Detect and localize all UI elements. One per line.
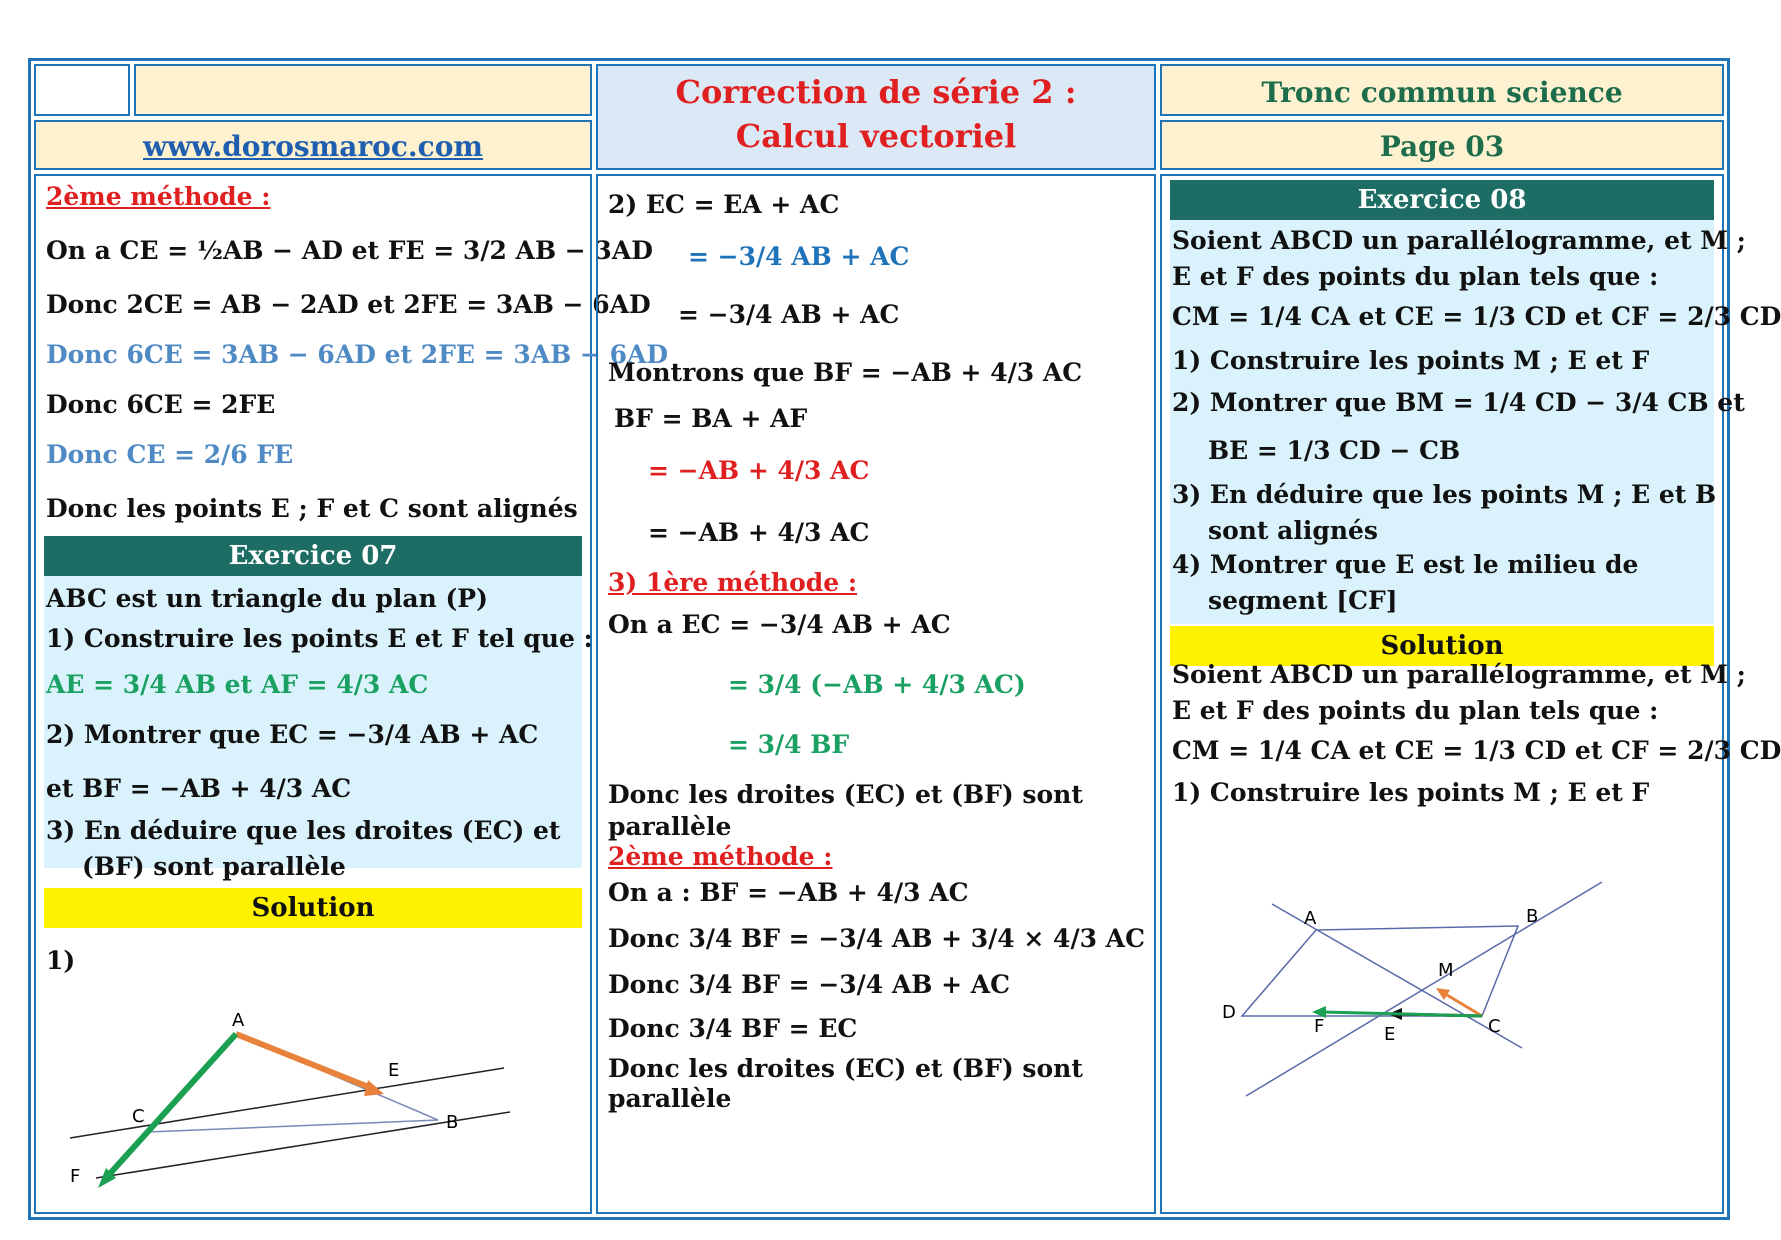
col2-line-12: Donc les droites (EC) et (BF) sont — [608, 780, 1083, 809]
ex08-line-9: 4) Montrer que E est le milieu de — [1172, 550, 1639, 579]
col2-line-4: Montrons que BF = −AB + 4/3 AC — [608, 358, 1083, 387]
title-line-2: Calcul vectoriel — [735, 117, 1017, 155]
solution-band-07: Solution — [44, 888, 582, 928]
col2-line-16: Donc 3/4 BF = −3/4 AB + 3/4 × 4/3 AC — [608, 924, 1145, 953]
method-heading: 2ème méthode : — [46, 182, 271, 211]
col1-line-1: On a CE = ½AB − AD et FE = 3/2 AB − 3AD — [46, 236, 653, 265]
para-D-label: D — [1222, 1002, 1236, 1023]
title-line-1: Correction de série 2 : — [675, 73, 1077, 111]
header-level-box — [1160, 64, 1724, 116]
ex07-line-5: et BF = −AB + 4/3 AC — [46, 774, 352, 803]
ex08-line-5: 2) Montrer que BM = 1/4 CD − 3/4 CB et — [1172, 388, 1745, 417]
site-link[interactable]: www.dorosmaroc.com — [142, 130, 484, 163]
header-title-box — [596, 64, 1156, 170]
sol08-line-2: E et F des points du plan tels que : — [1172, 696, 1659, 725]
ex07-line-6: 3) En déduire que les droites (EC) et — [46, 816, 561, 845]
para-M-label: M — [1438, 960, 1454, 981]
header-page-box — [1160, 120, 1724, 170]
col2-line-2: = −3/4 AB + AC — [688, 242, 910, 271]
col2-line-6: = −AB + 4/3 AC — [648, 456, 870, 485]
ex08-line-10: segment [CF] — [1208, 586, 1398, 615]
col1-line-4: Donc 6CE = 2FE — [46, 390, 276, 419]
sol08-line-4: 1) Construire les points M ; E et F — [1172, 778, 1650, 807]
para-A-label: A — [1304, 908, 1317, 929]
col2-line-19: Donc les droites (EC) et (BF) sont — [608, 1054, 1083, 1083]
col2-line-13: parallèle — [608, 812, 732, 841]
ex07-line-7: (BF) sont parallèle — [82, 852, 346, 881]
ex08-line-8: sont alignés — [1208, 516, 1379, 545]
col2-line-10: = 3/4 (−AB + 4/3 AC) — [728, 670, 1026, 699]
point-F-label: F — [70, 1166, 81, 1187]
column-3 — [1160, 174, 1781, 1214]
col1-line-5: Donc CE = 2/6 FE — [46, 440, 294, 469]
ex08-line-7: 3) En déduire que les points M ; E et B — [1172, 480, 1717, 509]
col2-line-5: BF = BA + AF — [614, 404, 808, 433]
col1-line-6: Donc les points E ; F et C sont alignés — [46, 494, 578, 523]
col1-line-2: Donc 2CE = AB − 2AD et 2FE = 3AB − 6AD — [46, 290, 651, 319]
point-A-label: A — [232, 1010, 245, 1031]
col1-line-3: Donc 6CE = 3AB − 6AD et 2FE = 3AB − 6AD — [46, 340, 669, 369]
exercise-07-title: Exercice 07 — [44, 536, 582, 576]
col2-line-11: = 3/4 BF — [728, 730, 850, 759]
col2-line-8: 3) 1ère méthode : — [608, 568, 858, 597]
para-B-label: B — [1526, 906, 1539, 927]
ex08-line-2: E et F des points du plan tels que : — [1172, 262, 1659, 291]
col2-line-14: 2ème méthode : — [608, 842, 833, 871]
col2-line-17: Donc 3/4 BF = −3/4 AB + AC — [608, 970, 1011, 999]
header-blank-box — [34, 64, 130, 116]
ex07-line-2: 1) Construire les points E et F tel que : — [46, 624, 593, 653]
ex08-line-3: CM = 1/4 CA et CE = 1/3 CD et CF = 2/3 CD — [1172, 302, 1781, 331]
ex08-line-1: Soient ABCD un parallélogramme, et M ; — [1172, 226, 1746, 255]
header-cream-box — [134, 64, 592, 116]
column-2 — [596, 174, 1156, 1214]
parallelogram-figure — [1162, 816, 1722, 1106]
para-F-label: F — [1314, 1016, 1325, 1037]
solution-band-08: Solution — [1170, 626, 1714, 666]
ex07-line-3: AE = 3/4 AB et AF = 4/3 AC — [46, 670, 429, 699]
col2-line-9: On a EC = −3/4 AB + AC — [608, 610, 951, 639]
col2-line-7: = −AB + 4/3 AC — [648, 518, 870, 547]
page-title — [598, 70, 1154, 158]
point-E-label: E — [388, 1060, 400, 1081]
triangle-figure — [36, 956, 590, 1216]
col2-line-18: Donc 3/4 BF = EC — [608, 1014, 858, 1043]
sol08-line-3: CM = 1/4 CA et CE = 1/3 CD et CF = 2/3 CD — [1172, 736, 1781, 765]
column-1 — [34, 174, 669, 1214]
col2-line-1: 2) EC = EA + AC — [608, 190, 840, 219]
point-C-label: C — [132, 1106, 145, 1127]
col2-line-3: = −3/4 AB + AC — [678, 300, 900, 329]
page-number: Page 03 — [1379, 130, 1505, 163]
header-site-box — [34, 120, 592, 170]
para-E-label: E — [1384, 1024, 1396, 1045]
ex07-line-4: 2) Montrer que EC = −3/4 AB + AC — [46, 720, 539, 749]
col2-line-20: parallèle — [608, 1084, 732, 1113]
col2-line-15: On a : BF = −AB + 4/3 AC — [608, 878, 969, 907]
sol08-line-1: Soient ABCD un parallélogramme, et M ; — [1172, 660, 1746, 689]
para-C-label: C — [1488, 1016, 1501, 1037]
exercise-08-title: Exercice 08 — [1170, 180, 1714, 220]
ex08-line-6: BE = 1/3 CD − CB — [1208, 436, 1461, 465]
solution-07-item-1: 1) — [46, 946, 76, 975]
ex08-line-4: 1) Construire les points M ; E et F — [1172, 346, 1650, 375]
point-B-label: B — [446, 1112, 459, 1133]
level-label: Tronc commun science — [1261, 76, 1623, 109]
ex07-line-1: ABC est un triangle du plan (P) — [46, 584, 488, 613]
